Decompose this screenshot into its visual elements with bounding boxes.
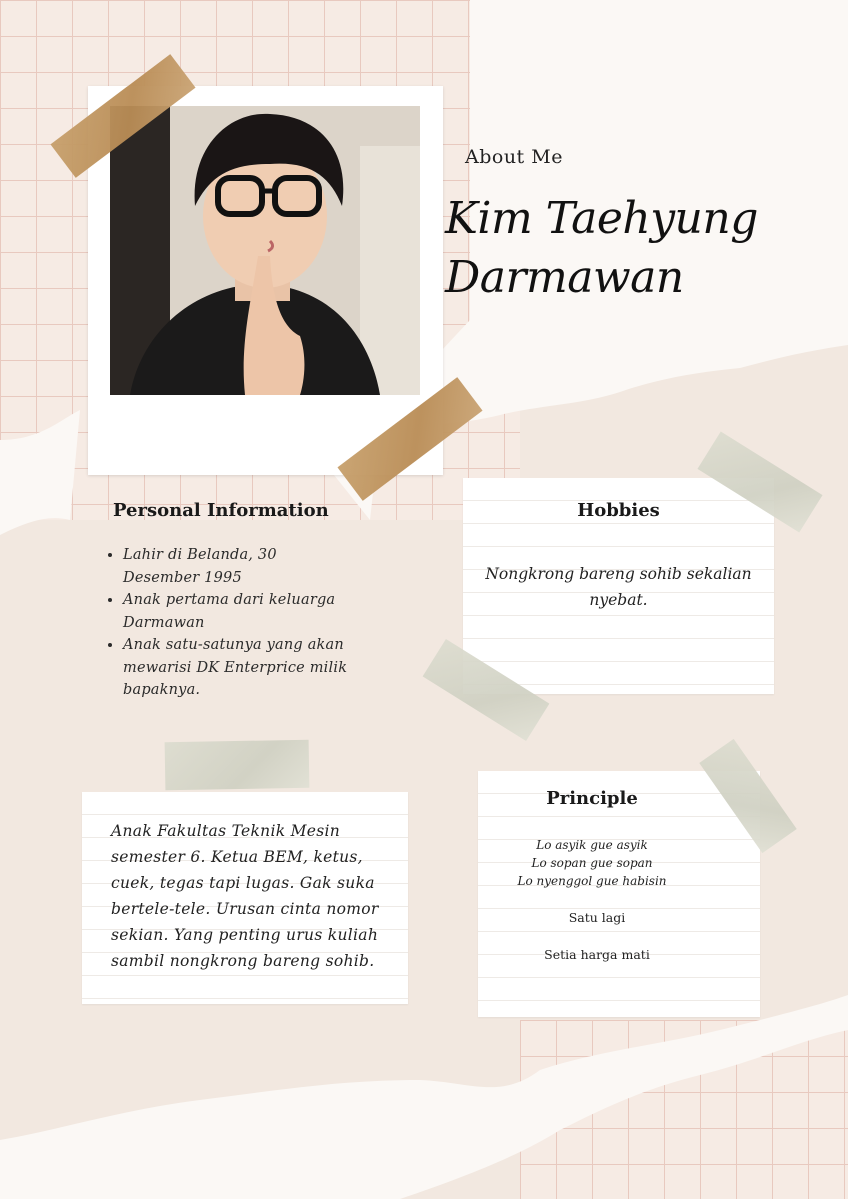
hobbies-text: Nongkrong bareng sohib sekalian nyebat.	[485, 565, 752, 609]
about-me-label: About Me	[465, 146, 563, 168]
name-title-line2: Darmawan	[445, 252, 684, 303]
personal-info-heading: Personal Information	[113, 500, 329, 521]
principle-line: Lo sopan gue sopan	[531, 856, 653, 870]
personal-info-item: • Anak satu-satunya yang akan mewarisi DK Enterprice milik bapaknya.	[123, 634, 355, 702]
principle-line: Lo nyenggol gue habisin	[517, 874, 667, 888]
principle-line: Lo asyik gue asyik	[536, 838, 648, 852]
tape-grey-bio	[165, 740, 310, 791]
portrait-photo	[110, 106, 420, 395]
personal-info-list	[105, 544, 355, 702]
torn-paper-bottom	[0, 990, 848, 1199]
personal-info-item: • Anak pertama dari keluarga Darmawan	[123, 589, 355, 634]
personal-info-item: • Lahir di Belanda, 30 Desember 1995	[123, 544, 355, 589]
principle-heading: Principle	[546, 788, 638, 809]
name-title-line1: Kim Taehyung	[445, 193, 758, 244]
principle-extra: Satu lagi	[568, 910, 626, 925]
bio-text: Anak Fakultas Teknik Mesin semester 6. Ketua BEM, ketus, cuek, tegas tapi lugas. Gak suka bertele-tele. Urusan cinta nomor sekian. Yang penting urus kuliah sambil nongkrong bareng sohib.	[111, 822, 379, 970]
hobbies-heading: Hobbies	[577, 500, 660, 521]
principle-extra: Setia harga mati	[544, 947, 650, 962]
